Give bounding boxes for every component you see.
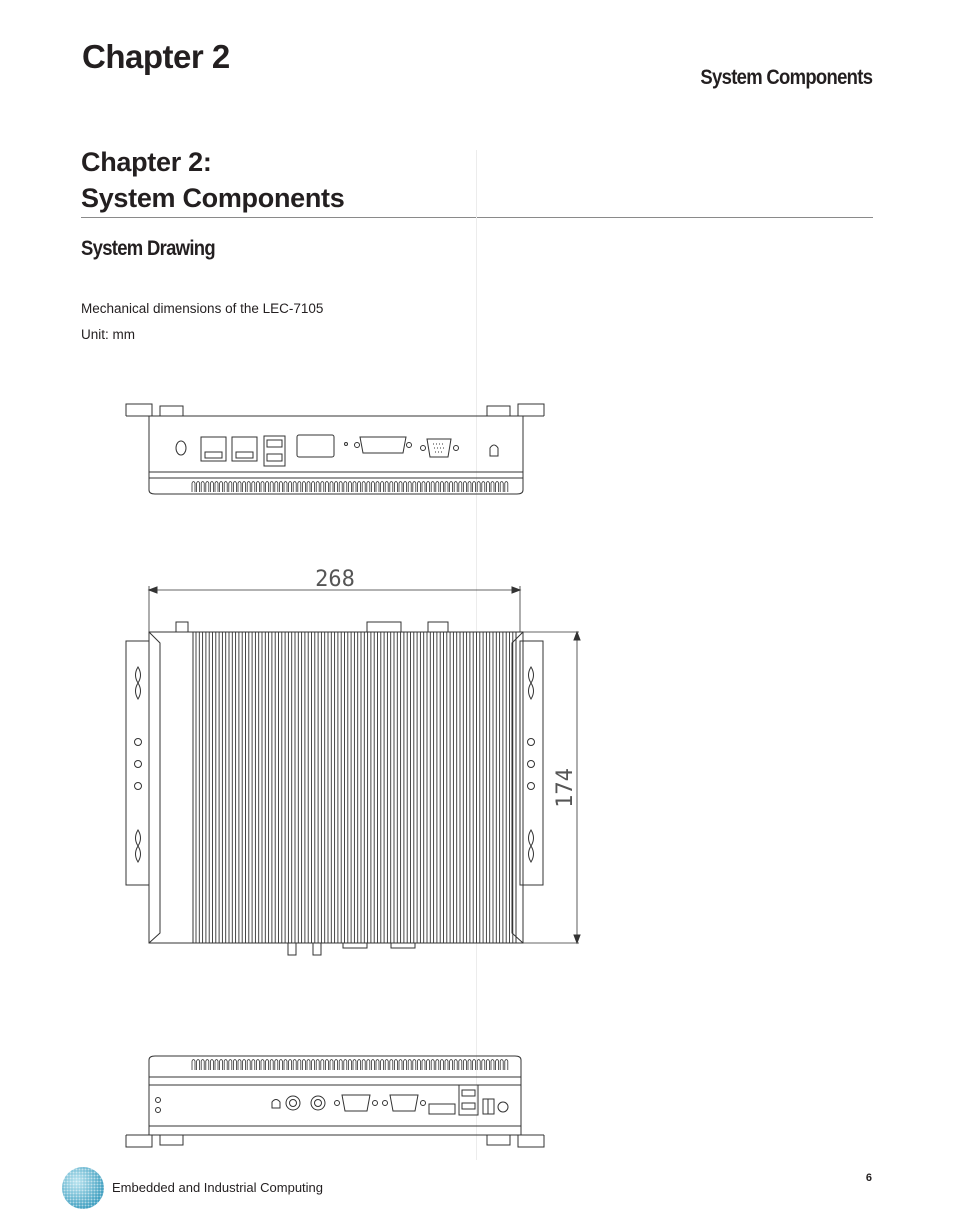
- description-text: Mechanical dimensions of the LEC-7105: [81, 301, 324, 316]
- rear-fins: [192, 1060, 508, 1071]
- unit-text: Unit: mm: [81, 327, 135, 342]
- rear-view: [126, 1056, 544, 1147]
- page-number: 6: [865, 1172, 872, 1184]
- antenna-1-icon: [286, 1096, 300, 1110]
- header-section-title: System Components: [700, 66, 872, 89]
- cfast-slot-icon: [297, 435, 334, 457]
- height-dimension-label: 174: [553, 768, 578, 808]
- heatsink-fins: [196, 632, 513, 943]
- com-port-1-icon: [342, 1095, 370, 1111]
- width-dimension-label: 268: [315, 567, 355, 592]
- footer-tagline: Embedded and Industrial Computing: [112, 1180, 324, 1195]
- page-title-line-2: System Components: [81, 183, 345, 213]
- antenna-2-icon: [311, 1096, 325, 1110]
- chapter-label: Chapter 2: [82, 38, 230, 75]
- top-view: [126, 567, 580, 955]
- front-fins: [192, 482, 508, 493]
- sim-slot-icon: [429, 1104, 455, 1114]
- power-button-icon: [176, 441, 186, 455]
- company-logo-icon: [60, 1165, 106, 1211]
- vga-port-icon: [427, 439, 451, 457]
- page-title-line-1: Chapter 2:: [81, 147, 212, 177]
- com-port-2-icon: [390, 1095, 418, 1111]
- section-heading: System Drawing: [81, 237, 215, 260]
- front-view: [126, 404, 544, 494]
- serial-port-icon: [360, 437, 406, 453]
